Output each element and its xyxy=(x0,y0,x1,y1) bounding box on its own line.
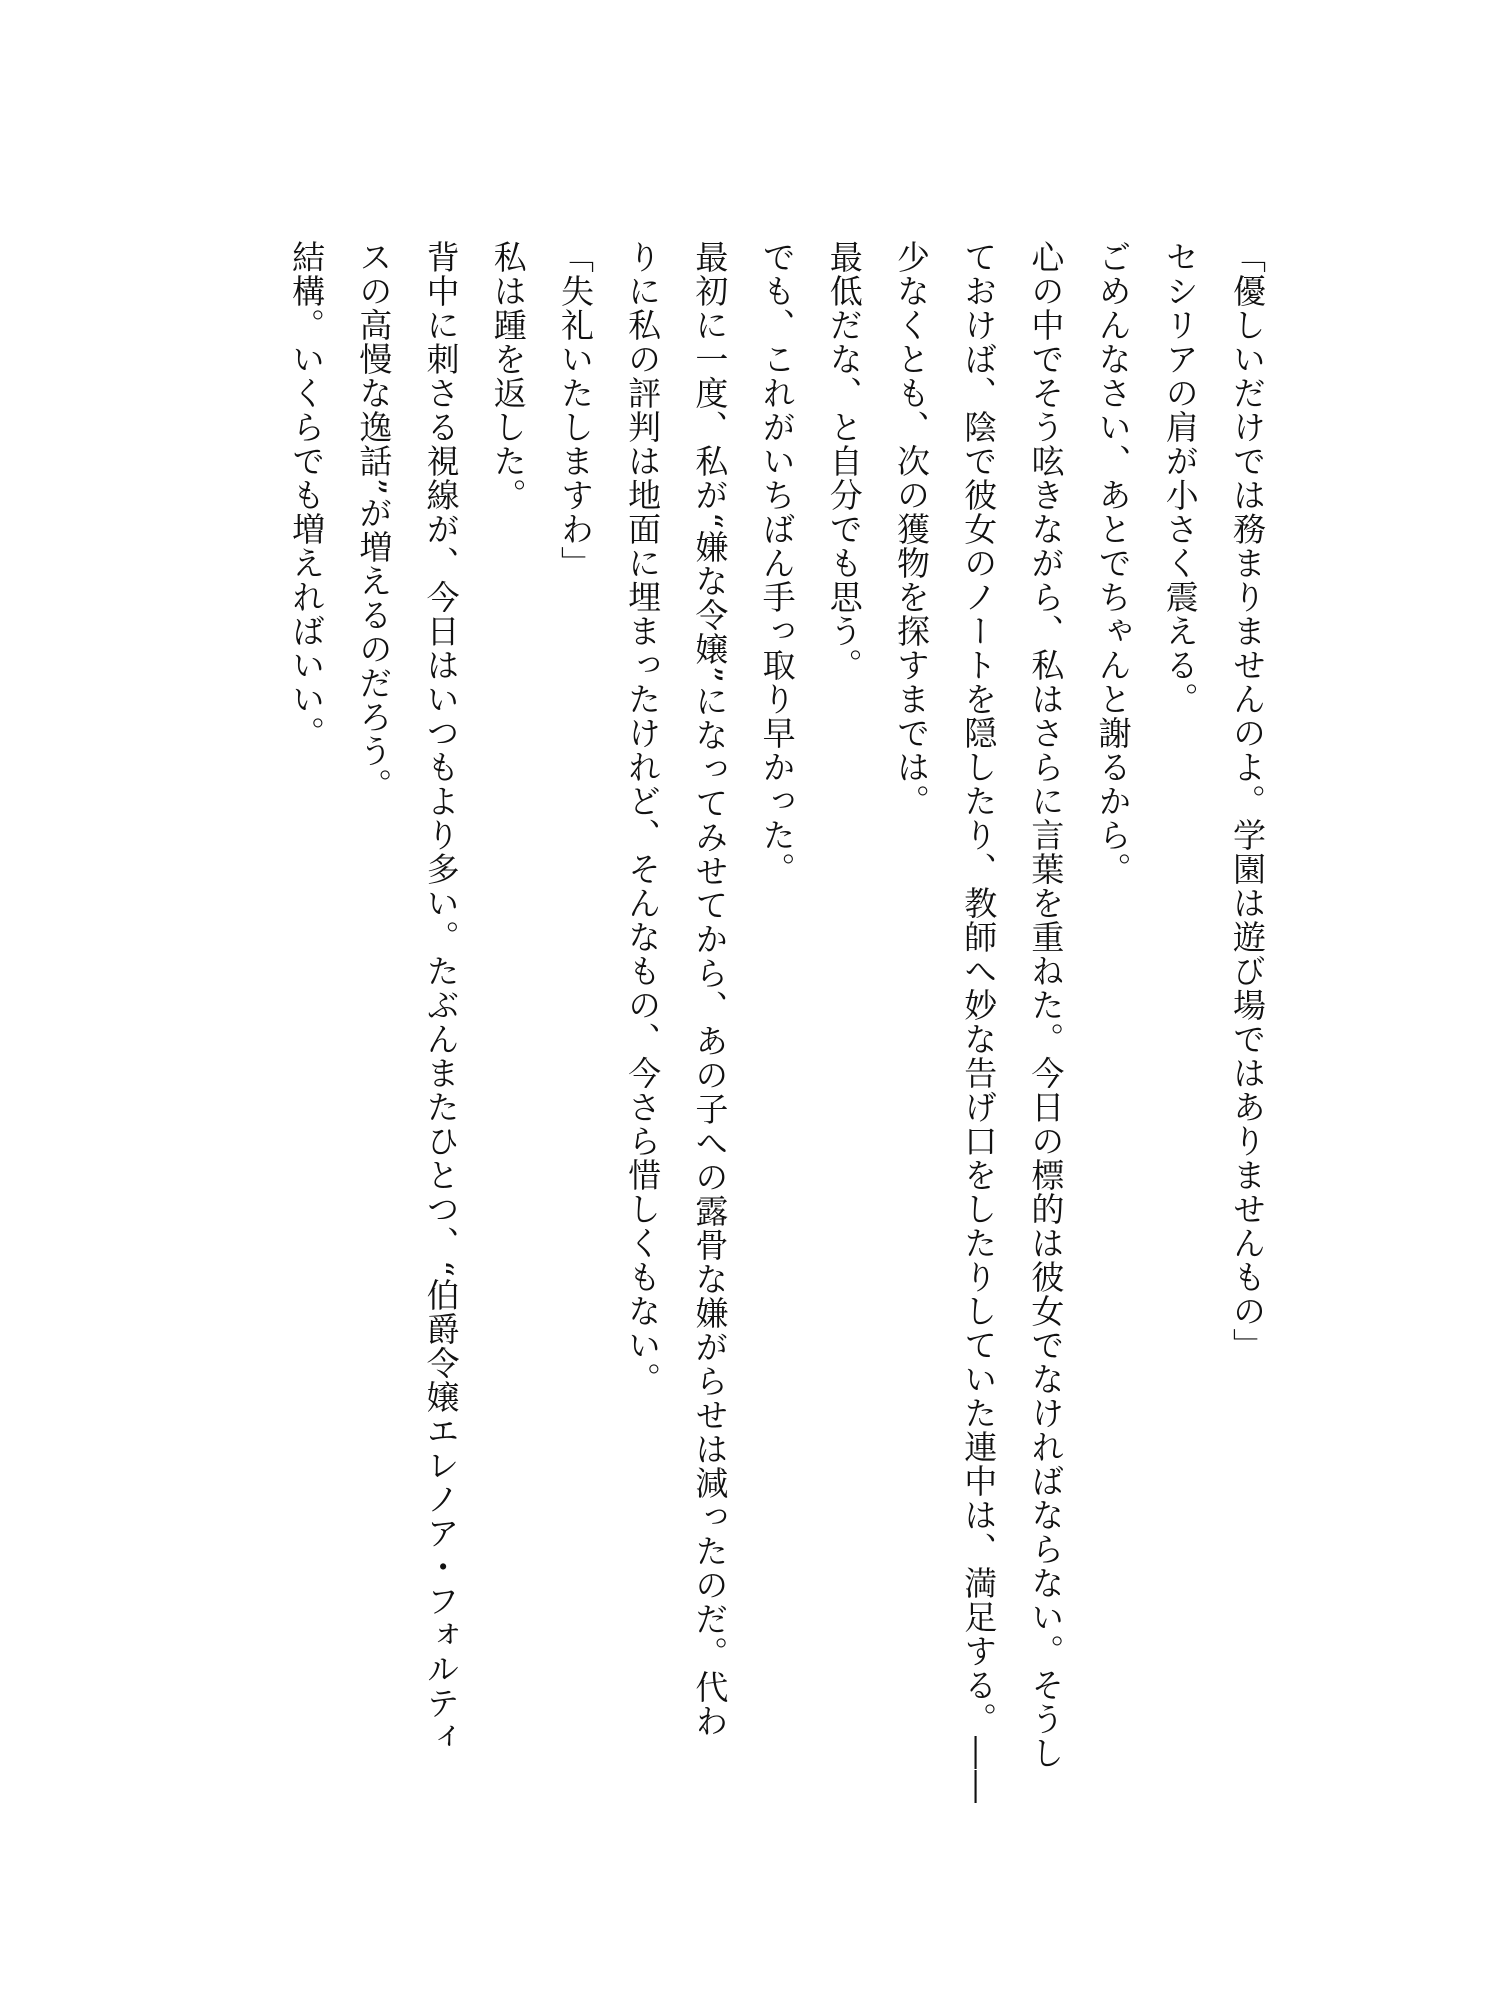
text-line: 最初に一度、私が“嫌な令嬢”になってみせてから、あの子への露骨な嫌がらせは減ったのだ。代わ xyxy=(690,240,730,1738)
text-line: 「失礼いたしますわ」 xyxy=(555,240,595,580)
text-line: セシリアの肩が小さく震える。 xyxy=(1160,240,1200,716)
vertical-text-body xyxy=(273,240,1281,1804)
text-line: 結構。いくらでも増えればいい。 xyxy=(287,240,327,750)
text-line: 背中に刺さる視線が、今日はいつもより多い。たぶんまたひとつ、“伯爵令嬢エレノア・フォルティ xyxy=(421,240,461,1754)
text-line: 少なくとも、次の獲物を探すまでは。 xyxy=(891,240,931,818)
text-line: 「優しいだけでは務まりませんのよ。学園は遊び場ではありませんもの」 xyxy=(1228,240,1267,1362)
text-line: りに私の評判は地面に埋まったけれど、そんなもの、今さら惜しくもない。 xyxy=(623,240,663,1396)
text-line: スの高慢な逸話”が増えるのだろう。 xyxy=(354,240,394,802)
text-line: ておけば、陰で彼女のノートを隠したり、教師へ妙な告げ口をしたりしていた連中は、満足する。―― xyxy=(959,240,999,1804)
text-line: でも、これがいちばん手っ取り早かった。 xyxy=(757,240,797,886)
text-line: 私は踵を返した。 xyxy=(488,240,528,512)
text-line: 最低だな、と自分でも思う。 xyxy=(824,240,864,682)
text-line: ごめんなさい、あとでちゃんと謝るから。 xyxy=(1093,240,1133,886)
text-line: 心の中でそう呟きながら、私はさらに言葉を重ねた。今日の標的は彼女でなければならない。そうし xyxy=(1026,240,1066,1770)
